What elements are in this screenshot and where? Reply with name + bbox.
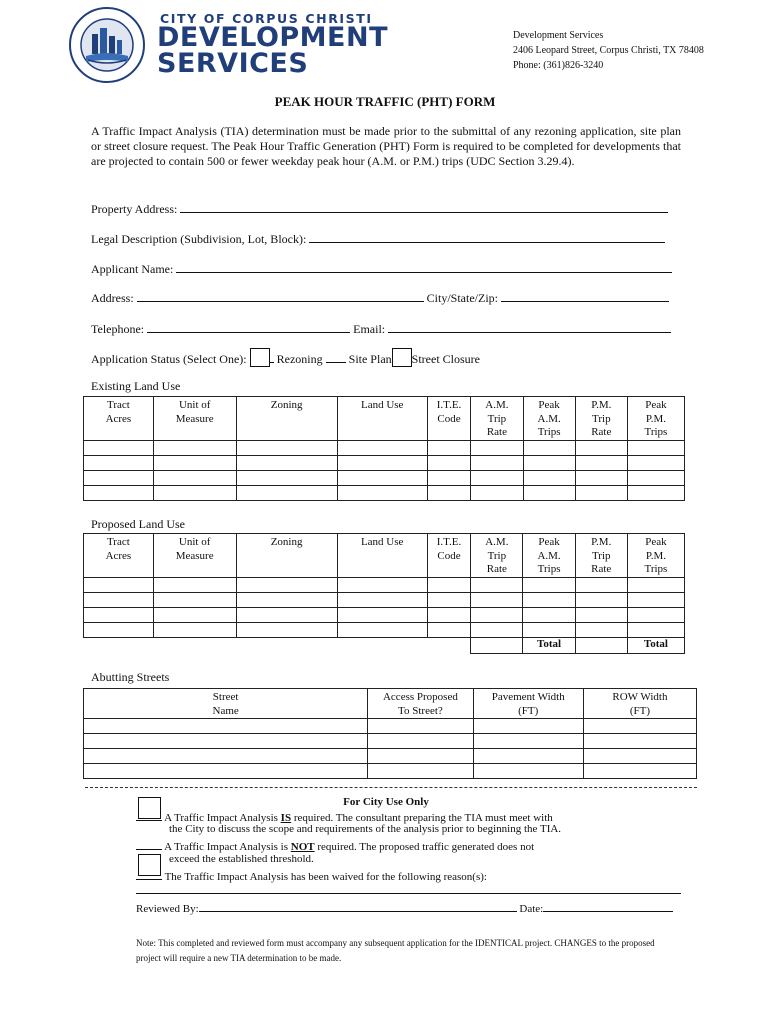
- tia-required-detail: the City to discuss the scope and requirements of the analysis prior to beginning the TIA.: [169, 823, 562, 835]
- table-cell[interactable]: [153, 485, 236, 500]
- tia-not-required-checkbox[interactable]: [136, 838, 162, 850]
- total-cell[interactable]: [471, 637, 523, 653]
- table-cell[interactable]: [337, 592, 427, 607]
- column-header: A.M. Trip Rate: [471, 534, 523, 578]
- table-row: [84, 764, 697, 779]
- column-header: Street Name: [84, 689, 368, 719]
- column-header: Access Proposed To Street?: [368, 689, 473, 719]
- column-header: Tract Acres: [84, 397, 154, 441]
- table-cell[interactable]: [627, 470, 684, 485]
- table-cell[interactable]: [627, 577, 684, 592]
- table-cell[interactable]: [236, 485, 337, 500]
- table-cell[interactable]: [84, 749, 368, 764]
- column-header: A.M. Trip Rate: [471, 397, 523, 441]
- table-cell[interactable]: [337, 577, 427, 592]
- table-cell[interactable]: [471, 470, 523, 485]
- waiver-reason-line[interactable]: [136, 893, 681, 894]
- table-cell[interactable]: [627, 622, 684, 637]
- table-cell[interactable]: [471, 607, 523, 622]
- table-cell[interactable]: [84, 470, 154, 485]
- table-cell[interactable]: [427, 470, 471, 485]
- brand-department: DEVELOPMENT SERVICES: [157, 22, 389, 79]
- column-header: P.M. Trip Rate: [575, 397, 627, 441]
- table-cell[interactable]: [153, 622, 236, 637]
- property-address-row: Property Address:: [91, 201, 668, 217]
- column-header: Peak P.M. Trips: [627, 534, 684, 578]
- table-cell[interactable]: [236, 470, 337, 485]
- street-closure-checkbox[interactable]: [392, 348, 412, 367]
- abutting-streets-table: [83, 688, 697, 779]
- total-cell[interactable]: [575, 637, 627, 653]
- column-header: Land Use: [337, 397, 427, 441]
- table-cell[interactable]: [236, 455, 337, 470]
- table-cell[interactable]: [84, 440, 154, 455]
- address-field[interactable]: [137, 290, 424, 302]
- total-cell: [84, 637, 154, 653]
- tia-required-option: A Traffic Impact Analysis IS required. The consultant preparing the TIA must meet with: [136, 809, 553, 824]
- table-cell[interactable]: [236, 607, 337, 622]
- table-row: [84, 719, 697, 734]
- tia-not-required-option: A Traffic Impact Analysis is NOT required. The proposed traffic generated does not: [136, 838, 534, 853]
- table-cell[interactable]: [471, 440, 523, 455]
- column-header: Peak A.M. Trips: [523, 534, 575, 578]
- column-header: I.T.E. Code: [427, 397, 471, 441]
- table-cell[interactable]: [153, 592, 236, 607]
- table-cell[interactable]: [236, 577, 337, 592]
- table-cell[interactable]: [471, 485, 523, 500]
- reviewed-by-field[interactable]: [199, 900, 517, 912]
- note-text: Note: This completed and reviewed form must accompany any subsequent application for the IDENTICAL project. CHANGES to the proposed project will require a new TIA determination to be made.: [136, 938, 655, 963]
- table-cell[interactable]: [368, 719, 473, 734]
- table-cell[interactable]: [153, 440, 236, 455]
- abutting-streets-heading: Abutting Streets: [91, 670, 170, 684]
- table-cell[interactable]: [583, 749, 696, 764]
- table-cell[interactable]: [583, 764, 696, 779]
- total-label: Total: [627, 637, 684, 653]
- applicant-name-row: Applicant Name:: [91, 261, 672, 277]
- table-row: [84, 592, 685, 607]
- table-cell[interactable]: [84, 592, 154, 607]
- column-header: Land Use: [337, 534, 427, 578]
- contact-block: [513, 28, 704, 73]
- table-cell[interactable]: [337, 440, 427, 455]
- table-row: [84, 470, 685, 485]
- form-title: PEAK HOUR TRAFFIC (PHT) FORM: [274, 94, 496, 109]
- city-state-zip-field[interactable]: [501, 290, 669, 302]
- table-cell[interactable]: [583, 719, 696, 734]
- city-seal-logo: [68, 6, 146, 84]
- rezoning-checkbox[interactable]: [250, 348, 270, 367]
- tia-not-required-detail: exceed the established threshold.: [169, 853, 314, 865]
- legal-description-row: Legal Description (Subdivision, Lot, Block):: [91, 231, 665, 247]
- table-cell[interactable]: [523, 485, 575, 500]
- proposed-land-use-table: [83, 533, 685, 654]
- table-cell[interactable]: [523, 440, 575, 455]
- table-cell[interactable]: [471, 622, 523, 637]
- table-cell[interactable]: [575, 622, 627, 637]
- table-row: [84, 749, 697, 764]
- table-cell[interactable]: [575, 577, 627, 592]
- table-cell[interactable]: [627, 455, 684, 470]
- address-row: Address: City/State/Zip:: [91, 290, 669, 306]
- table-cell[interactable]: [427, 622, 470, 637]
- table-cell[interactable]: [236, 592, 337, 607]
- table-cell[interactable]: [473, 719, 583, 734]
- dept-name: Development Services: [513, 30, 604, 41]
- table-cell[interactable]: [337, 455, 427, 470]
- table-cell[interactable]: [337, 485, 427, 500]
- table-cell[interactable]: [337, 607, 427, 622]
- table-cell[interactable]: [368, 749, 473, 764]
- table-cell[interactable]: [337, 622, 427, 637]
- table-cell[interactable]: [427, 592, 470, 607]
- table-cell[interactable]: [153, 455, 236, 470]
- table-cell[interactable]: [84, 607, 154, 622]
- column-header: Peak P.M. Trips: [627, 397, 684, 441]
- table-cell[interactable]: [627, 485, 684, 500]
- table-cell[interactable]: [473, 749, 583, 764]
- city-use-heading: For City Use Only: [343, 796, 429, 808]
- table-cell[interactable]: [153, 577, 236, 592]
- table-cell[interactable]: [153, 607, 236, 622]
- table-cell[interactable]: [523, 592, 575, 607]
- table-cell[interactable]: [427, 455, 471, 470]
- table-cell[interactable]: [575, 470, 627, 485]
- total-label: Total: [523, 637, 575, 653]
- total-cell: [337, 637, 427, 653]
- application-status-row: Application Status (Select One): Rezoning Site Plan Street Closure: [91, 348, 480, 367]
- table-cell[interactable]: [368, 764, 473, 779]
- table-cell[interactable]: [471, 577, 523, 592]
- divider: [85, 787, 697, 788]
- table-cell[interactable]: [473, 764, 583, 779]
- total-row: [84, 637, 685, 653]
- table-cell[interactable]: [84, 734, 368, 749]
- date-field[interactable]: [543, 900, 673, 912]
- table-cell[interactable]: [575, 592, 627, 607]
- table-cell[interactable]: [627, 440, 684, 455]
- column-header: Tract Acres: [84, 534, 154, 578]
- column-header: I.T.E. Code: [427, 534, 470, 578]
- email-field[interactable]: [388, 321, 671, 333]
- table-row: [84, 577, 685, 592]
- legal-description-field[interactable]: [309, 231, 665, 243]
- table-row: [84, 455, 685, 470]
- contact-row: Telephone: Email:: [91, 321, 671, 337]
- table-cell[interactable]: [236, 440, 337, 455]
- table-cell[interactable]: [84, 764, 368, 779]
- dept-phone: Phone: (361)826-3240: [513, 60, 604, 71]
- reviewed-by-row: Reviewed By: Date:: [136, 900, 673, 915]
- table-cell[interactable]: [575, 607, 627, 622]
- tia-waived-option: The Traffic Impact Analysis has been waived for the following reason(s):: [136, 868, 487, 883]
- column-header: Unit of Measure: [153, 397, 236, 441]
- table-row: [84, 440, 685, 455]
- table-cell[interactable]: [523, 470, 575, 485]
- table-row: [84, 485, 685, 500]
- table-row: [84, 607, 685, 622]
- table-cell[interactable]: [337, 470, 427, 485]
- column-header: Zoning: [236, 534, 337, 578]
- telephone-field[interactable]: [147, 321, 350, 333]
- table-cell[interactable]: [471, 592, 523, 607]
- table-cell[interactable]: [627, 607, 684, 622]
- table-cell[interactable]: [523, 622, 575, 637]
- table-cell[interactable]: [523, 455, 575, 470]
- applicant-name-field[interactable]: [176, 261, 672, 273]
- column-header: Zoning: [236, 397, 337, 441]
- table-cell[interactable]: [236, 622, 337, 637]
- table-row: [84, 622, 685, 637]
- intro-paragraph: A Traffic Impact Analysis (TIA) determination must be made prior to the submittal of any rezoning application, site plan or street closure request. The Peak Hour Traffic Generation (PHT) Form is required to be completed for developments that are projected to contain 500 or fewer weekday peak hour (A.M. or P.M.) trips (UDC Section 3.29.4).: [91, 124, 681, 169]
- table-cell[interactable]: [471, 455, 523, 470]
- table-cell[interactable]: [583, 734, 696, 749]
- dept-address: 2406 Leopard Street, Corpus Christi, TX 78408: [513, 45, 704, 56]
- table-cell[interactable]: [523, 577, 575, 592]
- table-cell[interactable]: [427, 485, 471, 500]
- table-cell[interactable]: [473, 734, 583, 749]
- column-header: Peak A.M. Trips: [523, 397, 575, 441]
- column-header: P.M. Trip Rate: [575, 534, 627, 578]
- table-cell[interactable]: [427, 607, 470, 622]
- total-cell: [236, 637, 337, 653]
- column-header: Unit of Measure: [153, 534, 236, 578]
- table-cell[interactable]: [84, 719, 368, 734]
- table-row: [84, 734, 697, 749]
- table-cell[interactable]: [84, 455, 154, 470]
- total-cell: [153, 637, 236, 653]
- table-cell[interactable]: [368, 734, 473, 749]
- table-cell[interactable]: [84, 485, 154, 500]
- property-address-field[interactable]: [180, 201, 668, 213]
- table-cell[interactable]: [523, 607, 575, 622]
- brand-city-name: CITY OF CORPUS CHRISTI: [160, 11, 373, 26]
- table-cell[interactable]: [627, 592, 684, 607]
- total-cell: [427, 637, 470, 653]
- column-header: Pavement Width (FT): [473, 689, 583, 719]
- table-cell[interactable]: [84, 577, 154, 592]
- table-cell[interactable]: [84, 622, 154, 637]
- table-cell[interactable]: [427, 577, 470, 592]
- proposed-land-use-heading: Proposed Land Use: [91, 517, 185, 531]
- existing-land-use-table: [83, 396, 685, 501]
- table-cell[interactable]: [575, 455, 627, 470]
- table-cell[interactable]: [575, 485, 627, 500]
- existing-land-use-heading: Existing Land Use: [91, 379, 181, 393]
- table-cell[interactable]: [153, 470, 236, 485]
- table-cell[interactable]: [427, 440, 471, 455]
- column-header: ROW Width (FT): [583, 689, 696, 719]
- site-plan-checkbox[interactable]: [326, 351, 346, 363]
- table-cell[interactable]: [575, 440, 627, 455]
